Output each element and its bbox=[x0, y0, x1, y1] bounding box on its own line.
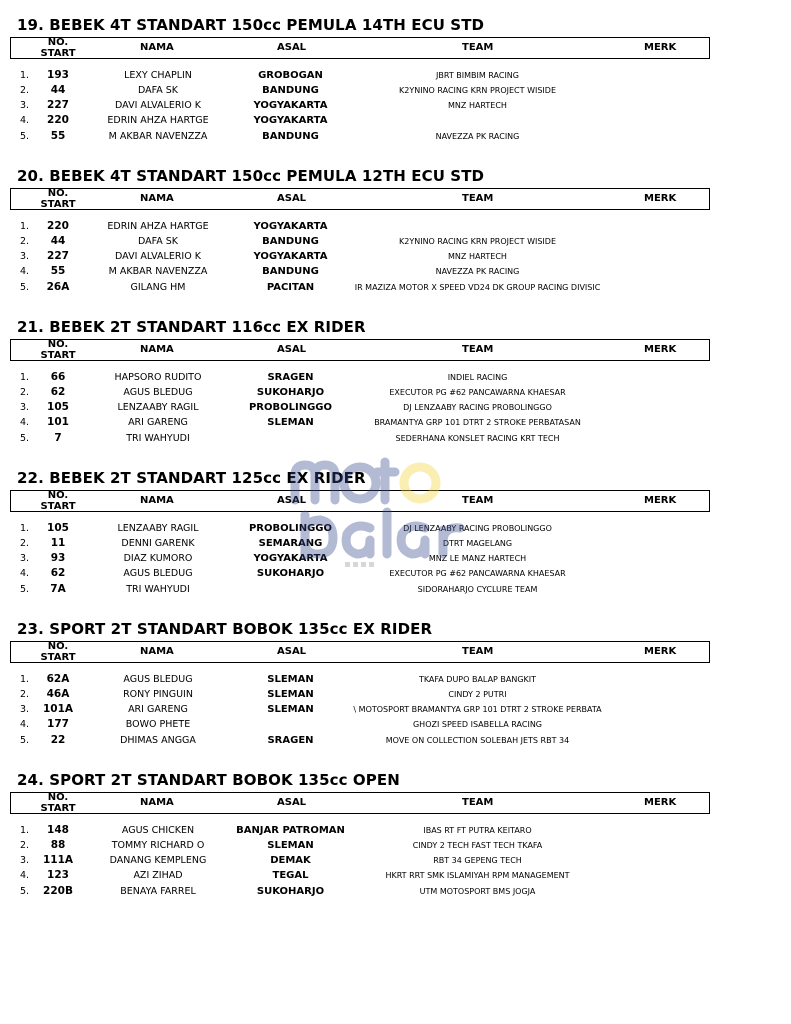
rider-name-cell: BOWO PHETE bbox=[125, 719, 191, 730]
table-row bbox=[0, 884, 791, 899]
rider-name-cell: BENAYA FARREL bbox=[120, 886, 196, 897]
team-cell: DTRT MAGELANG bbox=[442, 539, 513, 548]
rider-name-cell: AGUS BLEDUG bbox=[123, 674, 193, 685]
header-merk: MERK bbox=[644, 344, 677, 355]
position-cell: 1. bbox=[20, 674, 30, 685]
rider-name-cell: GILANG HM bbox=[130, 282, 186, 293]
start-number-cell: 44 bbox=[50, 84, 66, 96]
header-nama: NAMA bbox=[140, 495, 174, 506]
team-cell: EXECUTOR PG #62 PANCAWARNA KHAESAR bbox=[389, 569, 566, 578]
start-number-cell: 177 bbox=[47, 718, 69, 730]
start-number-cell: 26A bbox=[46, 281, 70, 293]
origin-cell: PROBOLINGGO bbox=[248, 402, 333, 413]
start-number-cell: 220B bbox=[43, 885, 73, 897]
position-cell: 4. bbox=[20, 719, 30, 730]
origin-cell: SRAGEN bbox=[267, 735, 314, 746]
table-row bbox=[0, 219, 791, 234]
position-cell: 4. bbox=[20, 568, 30, 579]
position-cell: 2. bbox=[20, 538, 30, 549]
position-cell: 5. bbox=[20, 735, 30, 746]
position-cell: 4. bbox=[20, 266, 30, 277]
position-cell: 3. bbox=[20, 251, 30, 262]
origin-cell: BANJAR PATROMAN bbox=[236, 825, 345, 836]
header-merk: MERK bbox=[644, 42, 677, 53]
header-start: START bbox=[40, 802, 76, 814]
position-cell: 1. bbox=[20, 70, 30, 81]
start-number-cell: 105 bbox=[47, 522, 69, 534]
header-nama: NAMA bbox=[140, 344, 174, 355]
table-row bbox=[0, 129, 791, 144]
rider-name-cell: AGUS BLEDUG bbox=[123, 387, 193, 398]
origin-cell: PACITAN bbox=[266, 282, 315, 293]
rider-name-cell: LENZAABY RAGIL bbox=[117, 402, 199, 413]
rider-name-cell: TRI WAHYUDI bbox=[126, 584, 190, 595]
position-cell: 2. bbox=[20, 85, 30, 96]
position-cell: 5. bbox=[20, 433, 30, 444]
origin-cell: BANDUNG bbox=[262, 236, 319, 247]
rider-name-cell: AGUS CHICKEN bbox=[121, 825, 195, 836]
rider-name-cell: TRI WAHYUDI bbox=[126, 433, 190, 444]
team-cell: DJ LENZAABY RACING PROBOLINGGO bbox=[403, 403, 552, 412]
rider-name-cell: DAVI ALVALERIO K bbox=[115, 251, 201, 262]
header-team: TEAM bbox=[462, 42, 494, 53]
position-cell: 5. bbox=[20, 886, 30, 897]
table-header bbox=[10, 490, 710, 512]
header-start: START bbox=[40, 349, 76, 361]
table-row bbox=[0, 717, 791, 732]
header-nama: NAMA bbox=[140, 646, 174, 657]
header-team: TEAM bbox=[462, 797, 494, 808]
header-no: NO. bbox=[47, 490, 69, 501]
team-cell: MNZ HARTECH bbox=[448, 101, 507, 110]
position-cell: 4. bbox=[20, 417, 30, 428]
header-no-start bbox=[38, 642, 78, 663]
origin-cell: SLEMAN bbox=[267, 417, 314, 428]
header-no-start bbox=[38, 38, 78, 59]
table-row bbox=[0, 823, 791, 838]
team-cell: IBAS RT FT PUTRA KEITARO bbox=[423, 826, 532, 835]
start-number-cell: 46A bbox=[46, 688, 70, 700]
table-header bbox=[10, 792, 710, 814]
position-cell: 5. bbox=[20, 282, 30, 293]
header-merk: MERK bbox=[644, 193, 677, 204]
table-row bbox=[0, 551, 791, 566]
position-cell: 3. bbox=[20, 402, 30, 413]
table-row bbox=[0, 702, 791, 717]
header-asal: ASAL bbox=[277, 495, 307, 506]
table-row bbox=[0, 385, 791, 400]
team-cell: DJ LENZAABY RACING PROBOLINGGO bbox=[403, 524, 552, 533]
origin-cell: SUKOHARJO bbox=[256, 387, 325, 398]
header-no: NO. bbox=[47, 37, 69, 48]
rider-name-cell: AZI ZIHAD bbox=[133, 870, 183, 881]
team-cell: SEDERHANA KONSLET RACING KRT TECH bbox=[395, 434, 560, 443]
header-start: START bbox=[40, 651, 76, 663]
start-number-cell: 220 bbox=[47, 114, 69, 126]
rider-name-cell: DAFA SK bbox=[137, 85, 179, 96]
class-title: 22. BEBEK 2T STANDART 125cc EX RIDER bbox=[17, 469, 366, 487]
origin-cell: YOGYAKARTA bbox=[253, 221, 328, 232]
table-row bbox=[0, 83, 791, 98]
header-asal: ASAL bbox=[277, 797, 307, 808]
start-number-cell: 105 bbox=[47, 401, 69, 413]
team-cell: MNZ LE MANZ HARTECH bbox=[428, 554, 527, 563]
table-row bbox=[0, 98, 791, 113]
rider-name-cell: DENNI GARENK bbox=[121, 538, 195, 549]
origin-cell: BANDUNG bbox=[262, 266, 319, 277]
position-cell: 5. bbox=[20, 131, 30, 142]
header-nama: NAMA bbox=[140, 797, 174, 808]
table-row bbox=[0, 431, 791, 446]
start-number-cell: 148 bbox=[47, 824, 69, 836]
origin-cell: PROBOLINGGO bbox=[248, 523, 333, 534]
origin-cell: SEMARANG bbox=[258, 538, 323, 549]
table-row bbox=[0, 280, 791, 295]
position-cell: 1. bbox=[20, 825, 30, 836]
header-start: START bbox=[40, 47, 76, 59]
start-number-cell: 7 bbox=[54, 432, 62, 444]
rider-name-cell: EDRIN AHZA HARTGE bbox=[107, 221, 209, 232]
start-number-cell: 55 bbox=[50, 265, 66, 277]
position-cell: 2. bbox=[20, 236, 30, 247]
header-asal: ASAL bbox=[277, 646, 307, 657]
start-number-cell: 11 bbox=[50, 537, 66, 549]
origin-cell: SLEMAN bbox=[267, 704, 314, 715]
start-number-cell: 22 bbox=[50, 734, 66, 746]
header-merk: MERK bbox=[644, 797, 677, 808]
position-cell: 1. bbox=[20, 221, 30, 232]
start-number-cell: 101A bbox=[42, 703, 74, 715]
team-cell: INDIEL RACING bbox=[447, 373, 508, 382]
header-no: NO. bbox=[47, 339, 69, 350]
table-row bbox=[0, 687, 791, 702]
team-cell: HKRT RRT SMK ISLAMIYAH RPM MANAGEMENT bbox=[385, 871, 570, 880]
class-title: 20. BEBEK 4T STANDART 150cc PEMULA 12TH ECU STD bbox=[17, 167, 485, 185]
table-row bbox=[0, 264, 791, 279]
rider-name-cell: DAVI ALVALERIO K bbox=[115, 100, 201, 111]
table-header bbox=[10, 37, 710, 59]
position-cell: 2. bbox=[20, 387, 30, 398]
origin-cell: SRAGEN bbox=[267, 372, 314, 383]
start-number-cell: 7A bbox=[50, 583, 66, 595]
origin-cell: YOGYAKARTA bbox=[253, 553, 328, 564]
header-no: NO. bbox=[47, 641, 69, 652]
team-cell: EXECUTOR PG #62 PANCAWARNA KHAESAR bbox=[389, 388, 566, 397]
rider-name-cell: RONY PINGUIN bbox=[123, 689, 193, 700]
table-row bbox=[0, 672, 791, 687]
header-no: NO. bbox=[47, 792, 69, 803]
origin-cell: GROBOGAN bbox=[258, 70, 323, 81]
rider-name-cell: ARI GARENG bbox=[128, 417, 188, 428]
team-cell: MNZ HARTECH bbox=[448, 252, 507, 261]
position-cell: 3. bbox=[20, 553, 30, 564]
header-asal: ASAL bbox=[277, 42, 307, 53]
rider-name-cell: DANANG KEMPLENG bbox=[109, 855, 207, 866]
header-asal: ASAL bbox=[277, 344, 307, 355]
table-row bbox=[0, 234, 791, 249]
header-no-start bbox=[38, 793, 78, 814]
team-cell: BRAMANTYA GRP 101 DTRT 2 STROKE PERBATASAN bbox=[374, 418, 581, 427]
header-merk: MERK bbox=[644, 495, 677, 506]
table-row bbox=[0, 868, 791, 883]
origin-cell: SLEMAN bbox=[267, 840, 314, 851]
team-cell: UTM MOTOSPORT BMS JOGJA bbox=[419, 887, 536, 896]
position-cell: 2. bbox=[20, 840, 30, 851]
start-number-cell: 220 bbox=[47, 220, 69, 232]
team-cell: CINDY 2 TECH FAST TECH TKAFA bbox=[412, 841, 543, 850]
table-row bbox=[0, 838, 791, 853]
header-nama: NAMA bbox=[140, 193, 174, 204]
start-number-cell: 193 bbox=[47, 69, 69, 81]
rider-name-cell: DHIMAS ANGGA bbox=[120, 735, 196, 746]
rider-name-cell: LEXY CHAPLIN bbox=[124, 70, 192, 81]
header-merk: MERK bbox=[644, 646, 677, 657]
header-asal: ASAL bbox=[277, 193, 307, 204]
position-cell: 4. bbox=[20, 115, 30, 126]
origin-cell: YOGYAKARTA bbox=[253, 115, 328, 126]
origin-cell: SUKOHARJO bbox=[256, 568, 325, 579]
start-number-cell: 123 bbox=[47, 869, 69, 881]
header-team: TEAM bbox=[462, 495, 494, 506]
start-number-cell: 93 bbox=[50, 552, 66, 564]
team-cell: \ MOTOSPORT BRAMANTYA GRP 101 DTRT 2 STROKE PERBATA bbox=[353, 705, 602, 714]
origin-cell: BANDUNG bbox=[262, 131, 319, 142]
team-cell: NAVEZZA PK RACING bbox=[435, 267, 520, 276]
table-row bbox=[0, 370, 791, 385]
team-cell: MOVE ON COLLECTION SOLEBAH JETS RBT 34 bbox=[385, 736, 570, 745]
position-cell: 4. bbox=[20, 870, 30, 881]
header-team: TEAM bbox=[462, 646, 494, 657]
start-number-cell: 111A bbox=[42, 854, 74, 866]
team-cell: IR MAZIZA MOTOR X SPEED VD24 DK GROUP RACING DIVISIC bbox=[354, 283, 601, 292]
table-row bbox=[0, 249, 791, 264]
rider-name-cell: LENZAABY RAGIL bbox=[117, 523, 199, 534]
rider-name-cell: ARI GARENG bbox=[128, 704, 188, 715]
header-nama: NAMA bbox=[140, 42, 174, 53]
position-cell: 2. bbox=[20, 689, 30, 700]
position-cell: 3. bbox=[20, 855, 30, 866]
rider-name-cell: TOMMY RICHARD O bbox=[111, 840, 205, 851]
class-title: 24. SPORT 2T STANDART BOBOK 135cc OPEN bbox=[17, 771, 400, 789]
table-header bbox=[10, 188, 710, 210]
header-team: TEAM bbox=[462, 193, 494, 204]
header-start: START bbox=[40, 500, 76, 512]
header-start: START bbox=[40, 198, 76, 210]
origin-cell: SLEMAN bbox=[267, 689, 314, 700]
start-number-cell: 55 bbox=[50, 130, 66, 142]
start-number-cell: 62 bbox=[50, 567, 66, 579]
class-title: 23. SPORT 2T STANDART BOBOK 135cc EX RIDER bbox=[17, 620, 433, 638]
rider-name-cell: HAPSORO RUDITO bbox=[114, 372, 202, 383]
table-row bbox=[0, 415, 791, 430]
position-cell: 3. bbox=[20, 704, 30, 715]
origin-cell: SLEMAN bbox=[267, 674, 314, 685]
table-header bbox=[10, 339, 710, 361]
header-no: NO. bbox=[47, 188, 69, 199]
start-number-cell: 62 bbox=[50, 386, 66, 398]
table-row bbox=[0, 582, 791, 597]
team-cell: GHOZI SPEED ISABELLA RACING bbox=[412, 720, 543, 729]
team-cell: RBT 34 GEPENG TECH bbox=[433, 856, 522, 865]
table-row bbox=[0, 68, 791, 83]
header-no-start bbox=[38, 189, 78, 210]
rider-name-cell: DIAZ KUMORO bbox=[123, 553, 193, 564]
table-row bbox=[0, 113, 791, 128]
position-cell: 1. bbox=[20, 523, 30, 534]
position-cell: 5. bbox=[20, 584, 30, 595]
origin-cell: DEMAK bbox=[270, 855, 311, 866]
header-no-start bbox=[38, 340, 78, 361]
origin-cell: YOGYAKARTA bbox=[253, 100, 328, 111]
rider-name-cell: M AKBAR NAVENZZA bbox=[108, 131, 208, 142]
start-number-cell: 62A bbox=[46, 673, 70, 685]
position-cell: 3. bbox=[20, 100, 30, 111]
position-cell: 1. bbox=[20, 372, 30, 383]
start-number-cell: 101 bbox=[47, 416, 69, 428]
start-number-cell: 227 bbox=[47, 99, 69, 111]
table-row bbox=[0, 536, 791, 551]
class-title: 21. BEBEK 2T STANDART 116cc EX RIDER bbox=[17, 318, 366, 336]
table-row bbox=[0, 853, 791, 868]
table-row bbox=[0, 566, 791, 581]
origin-cell: YOGYAKARTA bbox=[253, 251, 328, 262]
rider-name-cell: EDRIN AHZA HARTGE bbox=[107, 115, 209, 126]
start-number-cell: 227 bbox=[47, 250, 69, 262]
table-header bbox=[10, 641, 710, 663]
team-cell: NAVEZZA PK RACING bbox=[435, 132, 520, 141]
table-row bbox=[0, 733, 791, 748]
rider-name-cell: DAFA SK bbox=[137, 236, 179, 247]
rider-name-cell: AGUS BLEDUG bbox=[123, 568, 193, 579]
team-cell: SIDORAHARJO CYCLURE TEAM bbox=[417, 585, 538, 594]
origin-cell: SUKOHARJO bbox=[256, 886, 325, 897]
origin-cell: BANDUNG bbox=[262, 85, 319, 96]
team-cell: CINDY 2 PUTRI bbox=[448, 690, 507, 699]
team-cell: K2YNINO RACING KRN PROJECT WISIDE bbox=[399, 237, 556, 246]
table-row bbox=[0, 521, 791, 536]
start-number-cell: 44 bbox=[50, 235, 66, 247]
header-team: TEAM bbox=[462, 344, 494, 355]
start-number-cell: 66 bbox=[50, 371, 66, 383]
start-number-cell: 88 bbox=[50, 839, 66, 851]
team-cell: JBRT BIMBIM RACING bbox=[436, 71, 519, 80]
origin-cell: TEGAL bbox=[272, 870, 309, 881]
team-cell: TKAFA DUPO BALAP BANGKIT bbox=[418, 675, 537, 684]
table-row bbox=[0, 400, 791, 415]
header-no-start bbox=[38, 491, 78, 512]
rider-name-cell: M AKBAR NAVENZZA bbox=[108, 266, 208, 277]
class-title: 19. BEBEK 4T STANDART 150cc PEMULA 14TH ECU STD bbox=[17, 16, 485, 34]
team-cell: K2YNINO RACING KRN PROJECT WISIDE bbox=[399, 86, 556, 95]
